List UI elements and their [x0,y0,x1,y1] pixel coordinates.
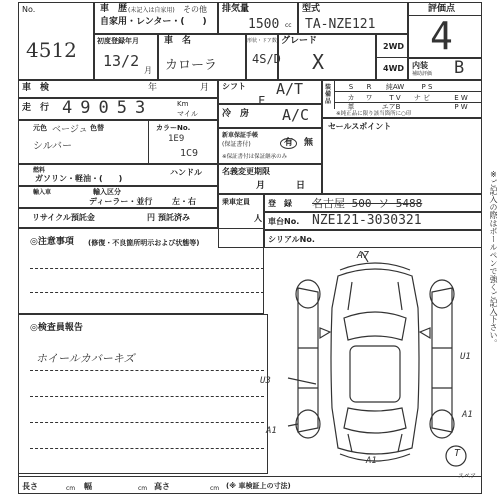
manual-sub: (保証書付) [222,141,251,148]
handle-label: ハンドル [170,168,202,177]
equip-ps: P S [421,83,433,91]
lot-number: 4512 [26,38,77,62]
manual-no: 無 [304,138,314,148]
equipment-note: ※純正品に限り該当箇所に○印 [336,111,412,117]
equip-r: R [366,83,372,91]
color-sub: 色替 [90,124,104,132]
damage-a7: A7 [357,250,370,261]
first-reg-unit: 月 [144,66,152,75]
equip-wa: ワ [365,94,373,102]
recycle-status: 預託済み [158,213,190,222]
import-side: 左・右 [172,197,196,206]
sales-point-label: セールスポイント [328,122,392,131]
recycle-unit: 円 [147,213,155,222]
spare-label: スペア [458,473,477,480]
inspection-year: 年 [148,83,158,93]
dim-length-unit: cm [66,485,76,492]
equip-pw: P W [454,103,468,111]
color-code: 1E9 [168,134,185,144]
color-code2: 1C9 [180,148,199,159]
capacity-label: 乗車定員 [222,198,250,206]
color-current: シルバー [33,141,73,152]
shift-extra: F [258,94,266,108]
history-note: (未記入は自家用) [128,7,175,14]
displacement-value: 1500 [248,17,280,32]
dim-length-label: 長さ [22,482,38,491]
damage-u1: U1 [460,352,471,362]
interior-sub: 補助評価 [412,71,433,77]
color-label: 元色 [33,124,47,132]
registration-label: 登 録 [268,199,292,208]
displacement-label: 排気量 [222,4,250,14]
history-other: その他 [183,5,207,14]
score-label: 評価点 [428,4,456,14]
manual-note: ※保証書付は保証継承のみ [222,154,288,160]
dim-height-label: 高さ [154,482,170,491]
shift-value: A/T [276,80,304,98]
manual-yes: 有 [280,138,297,149]
lot-label: No. [22,5,36,14]
car-name-value: カローラ [165,58,218,73]
side-note: ※ご記入の際はボールペンで強くご記入下さい。 [489,170,498,347]
first-reg-label: 初度登録年月 [97,37,139,45]
inspector-cell [18,314,268,474]
mileage-label: 走 行 [22,103,50,113]
chassis-label: 車台No. [268,217,300,226]
car-damage-diagram [268,248,482,476]
drive-4wd: 4WD [383,64,405,73]
ac-label: 冷 房 [222,109,250,119]
manual-label: 新車保証手帳 [222,132,259,139]
import-dealer: ディーラー・並行 [89,197,153,206]
color-code-label: カラーNo. [156,124,191,132]
equip-leather: 革 [347,103,355,111]
notes-label: ◎注意事項 [30,237,74,247]
notes-sub: (修復・不良箇所明示および状態等) [88,239,200,247]
car-name-label: 車 名 [164,36,192,46]
inspector-label: ◎検査員報告 [30,323,83,333]
drive-2wd: 2WD [383,42,405,51]
dim-height-unit: cm [210,485,220,492]
shift-label: シフト [222,82,246,91]
registration-value: 名古屋 500 ソ 5488 [312,197,423,210]
damage-a1-bottom: A1 [366,456,377,466]
damage-t: T [454,448,461,459]
dim-width-label: 幅 [84,482,92,491]
doors-value: 4S/D [252,52,281,66]
name-change-day: 日 [296,181,306,191]
ac-value: A/C [282,106,310,124]
damage-u3: U3 [260,376,271,386]
damage-a1-right: A1 [462,410,473,420]
name-change-label: 名義変更期限 [222,167,270,176]
grade-value: X [312,50,325,74]
equipment-label: 装備品 [325,84,332,105]
name-change-month: 月 [256,181,266,191]
mileage-unit-mile: マイル [177,110,198,118]
interior-value: B [454,58,465,78]
chassis-value: NZE121-3030321 [312,213,422,228]
equip-s: S [348,83,354,91]
model-label: 型式 [302,4,321,14]
dim-note: (※ 車検証上の寸法) [226,482,291,490]
grade-label: グレード [281,36,318,46]
import-label: 輸入車 [33,189,52,196]
equip-tv: T V [389,94,401,102]
serial-label: シリアルNo. [268,235,315,244]
inspection-month: 月 [200,83,210,93]
inspection-label: 車 検 [22,83,50,93]
fuel-label: 燃料 [33,167,46,174]
displacement-unit: cc [285,22,292,29]
model-value: TA-NZE121 [305,17,376,32]
capacity-unit: 人 [254,214,262,223]
first-reg-value: 13/2 [103,52,140,70]
inspector-comment: ホイールカバーキズ [36,352,135,365]
equip-ew: E W [454,94,468,102]
fuel-value: ガソリン・軽油・( ) [35,174,123,183]
mileage-unit-km: Km [177,100,189,108]
equip-aw: 純AW [385,83,405,91]
doors-label: 形状・ドア数 [247,38,277,44]
interior-label: 内装 [412,61,428,70]
import-type: 輸入区分 [93,188,121,196]
equip-ka: カ [347,94,355,102]
color-original: ベージュ [52,125,88,135]
dim-width-unit: cm [138,485,148,492]
recycle-label: リサイクル預託金 [32,213,95,222]
score-value: 4 [430,14,453,58]
history-label: 車 歴 [100,4,128,14]
equip-navi: ナ ビ [413,94,431,102]
damage-a1-left: A1 [266,426,277,436]
mileage-value: 49053 [62,98,154,118]
history-options: 自家用・レンター・( ) [100,17,207,27]
equip-airbag: エアB [381,103,401,111]
